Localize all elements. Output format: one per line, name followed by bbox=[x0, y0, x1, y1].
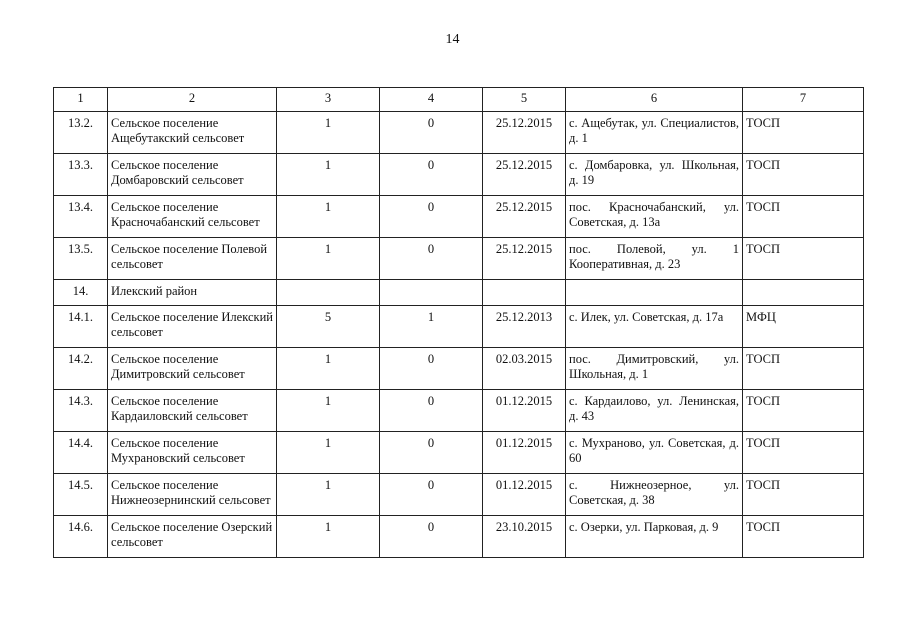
date-value: 25.12.2015 bbox=[483, 196, 566, 238]
settlement-name: Сельское поселение Илекский сельсовет bbox=[108, 306, 277, 348]
column-4-value: 0 bbox=[380, 154, 483, 196]
table-row bbox=[54, 474, 864, 516]
table-row bbox=[54, 348, 864, 390]
row-number: 14.3. bbox=[54, 390, 108, 432]
row-number: 13.2. bbox=[54, 112, 108, 154]
column-3-value: 1 bbox=[277, 474, 380, 516]
column-3-value: 1 bbox=[277, 432, 380, 474]
table-header-row bbox=[54, 88, 864, 112]
office-type: ТОСП bbox=[743, 432, 864, 474]
row-number: 14. bbox=[54, 280, 108, 306]
column-header: 1 bbox=[54, 88, 108, 112]
column-4-value: 0 bbox=[380, 516, 483, 558]
office-type: ТОСП bbox=[743, 154, 864, 196]
address-value: пос. Димитровский, ул. Школьная, д. 1 bbox=[566, 348, 743, 390]
office-type: ТОСП bbox=[743, 348, 864, 390]
date-value: 02.03.2015 bbox=[483, 348, 566, 390]
date-value: 25.12.2013 bbox=[483, 306, 566, 348]
column-header: 5 bbox=[483, 88, 566, 112]
office-type: ТОСП bbox=[743, 112, 864, 154]
office-type: ТОСП bbox=[743, 196, 864, 238]
office-type: ТОСП bbox=[743, 474, 864, 516]
settlement-name: Сельское поселение Нижнеозернинский сельсовет bbox=[108, 474, 277, 516]
column-3-value: 1 bbox=[277, 154, 380, 196]
table-body bbox=[54, 112, 864, 558]
settlement-name: Сельское поселение Домбаровский сельсовет bbox=[108, 154, 277, 196]
office-type: ТОСП bbox=[743, 390, 864, 432]
district-row bbox=[54, 280, 864, 306]
settlement-name: Сельское поселение Озерский сельсовет bbox=[108, 516, 277, 558]
column-3-value: 1 bbox=[277, 238, 380, 280]
column-header: 2 bbox=[108, 88, 277, 112]
table-row bbox=[54, 516, 864, 558]
row-number: 14.4. bbox=[54, 432, 108, 474]
address-value: с. Мухраново, ул. Советская, д. 60 bbox=[566, 432, 743, 474]
table-row bbox=[54, 390, 864, 432]
column-3-value bbox=[277, 280, 380, 306]
column-4-value: 0 bbox=[380, 474, 483, 516]
address-value: с. Ащебутак, ул. Специалистов, д. 1 bbox=[566, 112, 743, 154]
address-value bbox=[566, 280, 743, 306]
column-4-value: 0 bbox=[380, 112, 483, 154]
table-row bbox=[54, 154, 864, 196]
address-value: с. Домбаровка, ул. Школьная, д. 19 bbox=[566, 154, 743, 196]
date-value: 01.12.2015 bbox=[483, 390, 566, 432]
address-value: с. Озерки, ул. Парковая, д. 9 bbox=[566, 516, 743, 558]
column-4-value: 0 bbox=[380, 238, 483, 280]
column-header: 7 bbox=[743, 88, 864, 112]
row-number: 13.3. bbox=[54, 154, 108, 196]
settlement-name: Сельское поселение Ащебутакский сельсовет bbox=[108, 112, 277, 154]
settlement-name: Сельское поселение Мухрановский сельсовет bbox=[108, 432, 277, 474]
column-header: 4 bbox=[380, 88, 483, 112]
office-type: ТОСП bbox=[743, 238, 864, 280]
address-value: с. Нижнеозерное, ул. Советская, д. 38 bbox=[566, 474, 743, 516]
table-row bbox=[54, 196, 864, 238]
table-row bbox=[54, 306, 864, 348]
settlement-name: Сельское поселение Кардаиловский сельсовет bbox=[108, 390, 277, 432]
column-4-value: 0 bbox=[380, 390, 483, 432]
row-number: 14.2. bbox=[54, 348, 108, 390]
date-value: 01.12.2015 bbox=[483, 474, 566, 516]
column-3-value: 1 bbox=[277, 196, 380, 238]
column-header: 6 bbox=[566, 88, 743, 112]
row-number: 14.6. bbox=[54, 516, 108, 558]
column-3-value: 1 bbox=[277, 112, 380, 154]
column-3-value: 5 bbox=[277, 306, 380, 348]
office-type: ТОСП bbox=[743, 516, 864, 558]
settlement-name: Сельское поселение Димитровский сельсовет bbox=[108, 348, 277, 390]
table-row bbox=[54, 238, 864, 280]
date-value: 23.10.2015 bbox=[483, 516, 566, 558]
column-4-value: 0 bbox=[380, 348, 483, 390]
date-value: 25.12.2015 bbox=[483, 112, 566, 154]
column-header: 3 bbox=[277, 88, 380, 112]
column-3-value: 1 bbox=[277, 390, 380, 432]
table-row bbox=[54, 432, 864, 474]
date-value: 01.12.2015 bbox=[483, 432, 566, 474]
column-4-value bbox=[380, 280, 483, 306]
settlement-name: Сельское поселение Полевой сельсовет bbox=[108, 238, 277, 280]
page-number: 14 bbox=[445, 32, 460, 47]
settlement-name: Сельское поселение Красночабанский сельсовет bbox=[108, 196, 277, 238]
date-value: 25.12.2015 bbox=[483, 238, 566, 280]
office-type bbox=[743, 280, 864, 306]
address-value: с. Илек, ул. Советская, д. 17а bbox=[566, 306, 743, 348]
row-number: 13.4. bbox=[54, 196, 108, 238]
column-3-value: 1 bbox=[277, 348, 380, 390]
document-table bbox=[53, 87, 864, 558]
office-type: МФЦ bbox=[743, 306, 864, 348]
column-4-value: 1 bbox=[380, 306, 483, 348]
address-value: с. Кардаилово, ул. Ленинская, д. 43 bbox=[566, 390, 743, 432]
column-4-value: 0 bbox=[380, 196, 483, 238]
address-value: пос. Красночабанский, ул. Советская, д. 13а bbox=[566, 196, 743, 238]
address-value: пос. Полевой, ул. 1 Кооперативная, д. 23 bbox=[566, 238, 743, 280]
date-value bbox=[483, 280, 566, 306]
table-row bbox=[54, 112, 864, 154]
column-3-value: 1 bbox=[277, 516, 380, 558]
row-number: 14.5. bbox=[54, 474, 108, 516]
row-number: 14.1. bbox=[54, 306, 108, 348]
settlement-name: Илекский район bbox=[108, 280, 277, 306]
column-4-value: 0 bbox=[380, 432, 483, 474]
date-value: 25.12.2015 bbox=[483, 154, 566, 196]
row-number: 13.5. bbox=[54, 238, 108, 280]
